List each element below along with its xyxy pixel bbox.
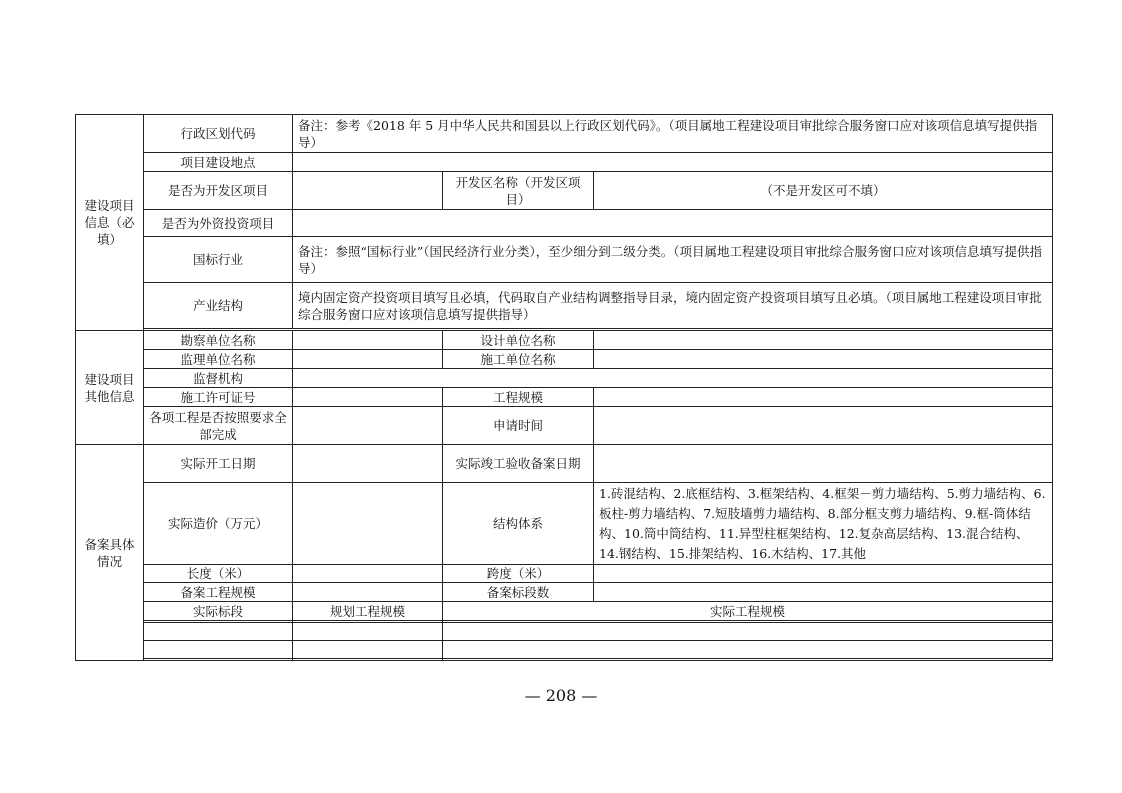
design-unit-field[interactable] — [594, 331, 1053, 350]
section-construction-info: 建设项目信息（必填） — [76, 115, 144, 331]
construction-unit-label: 施工单位名称 — [443, 350, 594, 369]
supervision-unit-field[interactable] — [293, 350, 443, 369]
length-field[interactable] — [293, 565, 443, 583]
permit-no-label: 施工许可证号 — [144, 388, 293, 407]
actual-cost-label: 实际造价（万元） — [144, 483, 293, 565]
start-date-label: 实际开工日期 — [144, 445, 293, 483]
structure-system-label: 结构体系 — [443, 483, 594, 565]
dev-zone-field[interactable] — [293, 172, 443, 210]
apply-time-label: 申请时间 — [443, 407, 594, 445]
acceptance-date-label: 实际竣工验收备案日期 — [443, 445, 594, 483]
structure-system-options[interactable]: 1.砖混结构、2.底框结构、3.框架结构、4.框架－剪力墙结构、5.剪力墙结构、6.板柱-剪力墙结构、7.短肢墙剪力墙结构、8.部分框支剪力墙结构、9.框-筒体结构、10.筒中筒结构、11.异型柱框架结构、12.复杂高层结构、13.混合结构、14.钢结构、15.排架结构、16.木结构、17.其他 — [594, 483, 1053, 565]
record-sections-field[interactable] — [594, 583, 1053, 602]
actual-section-header: 实际标段 — [144, 602, 293, 621]
spacer-cell — [293, 659, 443, 661]
design-unit-label: 设计单位名称 — [443, 331, 594, 350]
spacer-cell — [443, 659, 1053, 661]
planned-scale-cell[interactable] — [293, 641, 443, 659]
record-scale-field[interactable] — [293, 583, 443, 602]
supervisory-agency-field[interactable] — [293, 369, 1053, 388]
supervisory-agency-label: 监督机构 — [144, 369, 293, 388]
dev-zone-name-field[interactable]: （不是开发区可不填） — [594, 172, 1053, 210]
actual-scale-cell[interactable] — [443, 641, 1053, 659]
industry-label: 国标行业 — [144, 237, 293, 283]
acceptance-date-field[interactable] — [594, 445, 1053, 483]
record-sections-label: 备案标段数 — [443, 583, 594, 602]
record-scale-label: 备案工程规模 — [144, 583, 293, 602]
dev-zone-name-label: 开发区名称（开发区项目） — [443, 172, 594, 210]
completed-field[interactable] — [293, 407, 443, 445]
industry-note: 备注：参照“国标行业”（国民经济行业分类），至少细分到二级分类。（项目属地工程建设项目审批综合服务窗口应对该项信息填写提供指导） — [293, 237, 1053, 283]
construction-unit-field[interactable] — [594, 350, 1053, 369]
actual-scale-header: 实际工程规模 — [443, 602, 1053, 621]
foreign-field[interactable] — [293, 210, 1053, 237]
span-label: 跨度（米） — [443, 565, 594, 583]
start-date-field[interactable] — [293, 445, 443, 483]
apply-time-field[interactable] — [594, 407, 1053, 445]
supervision-unit-label: 监理单位名称 — [144, 350, 293, 369]
record-form-table — [75, 114, 1053, 661]
planned-scale-header: 规划工程规模 — [293, 602, 443, 621]
spacer-cell — [144, 659, 293, 661]
span-field[interactable] — [594, 565, 1053, 583]
planned-scale-cell[interactable] — [293, 623, 443, 641]
scale-label: 工程规模 — [443, 388, 594, 407]
structure-label: 产业结构 — [144, 283, 293, 329]
permit-no-field[interactable] — [293, 388, 443, 407]
scale-field[interactable] — [594, 388, 1053, 407]
survey-unit-label: 勘察单位名称 — [144, 331, 293, 350]
section-entry-cell[interactable] — [144, 623, 293, 641]
structure-note: 境内固定资产投资项目填写且必填，代码取自产业结构调整指导目录，境内固定资产投资项目填写且必填。（项目属地工程建设项目审批综合服务窗口应对该项信息填写提供指导） — [293, 283, 1053, 329]
section-entry-cell[interactable] — [144, 641, 293, 659]
length-label: 长度（米） — [144, 565, 293, 583]
section-other-info: 建设项目其他信息 — [76, 331, 144, 445]
completed-label: 各项工程是否按照要求全部完成 — [144, 407, 293, 445]
admin-code-label: 行政区划代码 — [144, 115, 293, 153]
actual-scale-cell[interactable] — [443, 623, 1053, 641]
section-record-details: 备案具体情况 — [76, 445, 144, 661]
actual-cost-field[interactable] — [293, 483, 443, 565]
page-number: — 208 — — [524, 686, 598, 705]
site-label: 项目建设地点 — [144, 153, 293, 172]
site-field[interactable] — [293, 153, 1053, 172]
foreign-label: 是否为外资投资项目 — [144, 210, 293, 237]
dev-zone-label: 是否为开发区项目 — [144, 172, 293, 210]
survey-unit-field[interactable] — [293, 331, 443, 350]
admin-code-note: 备注：参考《2018 年 5 月中华人民共和国县以上行政区划代码》。（项目属地工程建设项目审批综合服务窗口应对该项信息填写提供指导） — [293, 115, 1053, 153]
